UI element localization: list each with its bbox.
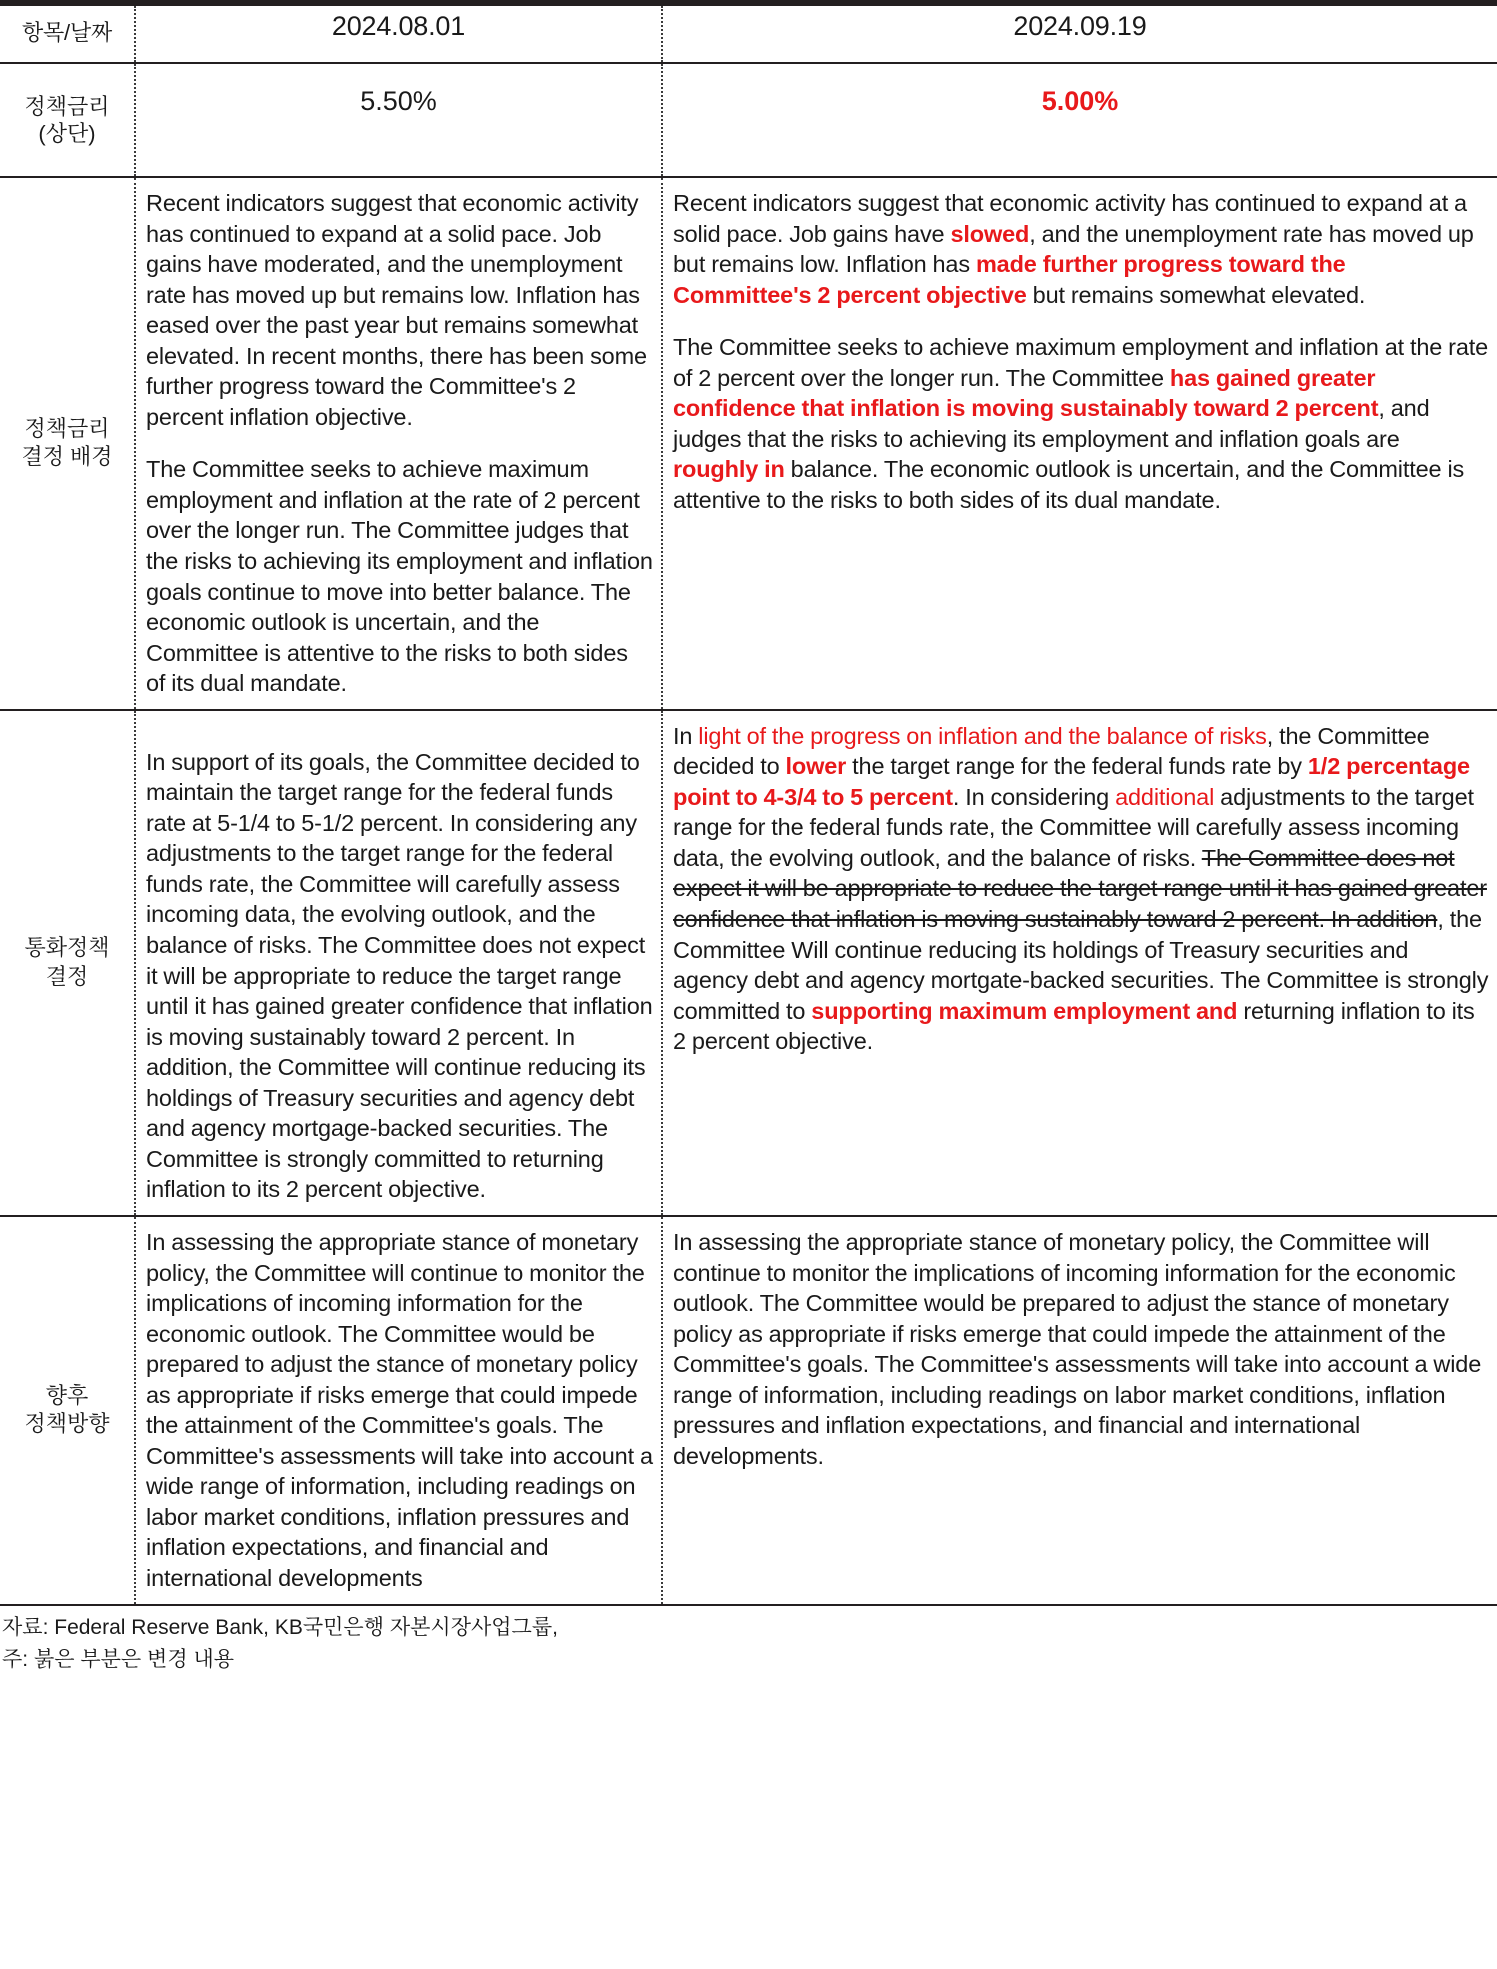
paragraph xyxy=(673,332,1489,515)
paragraph: In assessing the appropriate stance of monetary policy, the Committee will continue to monitor the implications of incoming information for the economic outlook. The Committee would be prepared to adjust the stance of monetary policy as appropriate if risks emerge that could impede the attainment of the Committee's goals. The Committee's assessments will take into account a wide range of information, including readings on labor market conditions, inflation pressures and inflation expectations, and financial and international developments. xyxy=(673,1228,1482,1469)
footer xyxy=(0,1606,1497,1677)
header-label-cell: 항목/날짜 xyxy=(0,6,135,63)
changed-text: roughly in xyxy=(673,456,785,483)
text-segment: Recent indicators suggest that economic activity has continued to expand at a solid pace. Job gains have xyxy=(673,190,1467,247)
row-label-line1: 정책금리 xyxy=(24,415,110,441)
paragraph: In support of its goals, the Committee decided to maintain the target range for the federal funds rate at 5-1/4 to 5-1/2 percent. In considering any adjustments to the target range for the federal funds rate, the Committee will carefully assess incoming data, the evolving outlook, and the balance of risks. The Committee does not expect it will be appropriate to reduce the target range until it has gained greater confidence that inflation is moving sustainably toward 2 percent. In addition, the Committee will continue reducing its holdings of Treasury securities and agency debt and agency mortgage-backed securities. The Committee is strongly committed to returning inflation to its 2 percent objective. xyxy=(146,748,653,1203)
row-label-outlook xyxy=(0,1216,135,1605)
text-segment: adjustments to the target range for the federal funds rate, the Committee will carefully assess incoming data, the evolving outlook, and the balance of risks. xyxy=(673,783,1474,871)
text-segment: , and judges that the risks to achieving its employment and inflation goals are xyxy=(673,395,1430,452)
changed-text: slowed xyxy=(950,220,1030,247)
comparison-table xyxy=(0,6,1497,1606)
text-segment: , the Committee decided to xyxy=(673,722,1430,780)
row-outlook-new-cell xyxy=(662,1216,1497,1605)
changed-text: lower xyxy=(785,753,847,780)
row-label-decision xyxy=(0,710,135,1216)
row-background-new-cell xyxy=(662,177,1497,710)
policy-rate-new-value: 5.00% xyxy=(1041,86,1119,116)
changed-text: additional xyxy=(1115,783,1215,810)
row-label-line1: 통화정책 xyxy=(24,935,110,961)
paragraph xyxy=(673,188,1489,310)
changed-text: 1/2 percentage point to 4-3/4 to 5 percent xyxy=(673,753,1470,810)
legend-note: 주: 붉은 부분은 변경 내용 xyxy=(2,1648,235,1672)
changed-text: light of the progress on inflation and the balance of risks xyxy=(698,722,1267,749)
table-row xyxy=(0,177,1497,710)
policy-rate-label-cell xyxy=(0,63,135,177)
paragraph: Recent indicators suggest that economic activity has continued to expand at a solid pace. Job gains have moderated, and the unemployment rate has moved up but remains low. Inflation has eased over the past year but remains somewhat elevated. In recent months, there has been some further progress toward the Committee's 2 percent inflation objective. xyxy=(146,190,647,430)
text-segment: . In considering xyxy=(952,783,1116,810)
changed-text: has gained greater confidence that inflation is moving sustainably toward 2 percent xyxy=(673,364,1379,422)
text-segment: The Committee seeks to achieve maximum employment and inflation at the rate of 2 percent over the longer run. The Committee xyxy=(673,334,1489,391)
row-label-line2: 정책방향 xyxy=(24,1411,110,1437)
text-segment: but remains somewhat elevated. xyxy=(1026,281,1366,308)
row-label-line2: 결정 배경 xyxy=(21,444,113,470)
row-outlook-old-cell xyxy=(135,1216,662,1605)
header-date-old-cell: 2024.08.01 xyxy=(135,6,662,63)
row-background-old-cell xyxy=(135,177,662,710)
row-decision-old-cell xyxy=(135,710,662,1216)
paragraph xyxy=(673,721,1489,1057)
row-label-line1: 향후 xyxy=(45,1382,89,1408)
header-date-new-cell: 2024.09.19 xyxy=(662,6,1497,63)
deleted-text: The Committee does not expect it will be appropriate to reduce the target range until it has gained greater confidence that inflation is moving sustainably toward 2 percent. In addition xyxy=(673,844,1487,933)
source-note: 자료: Federal Reserve Bank, KB국민은행 자본시장사업그룹, xyxy=(2,1615,558,1639)
text-segment: , and the unemployment rate has moved up but remains low. Inflation has xyxy=(673,220,1474,278)
text-segment: , the Committee Will continue reducing its holdings of Treasury securities and agency debt and agency mortgate-backed securities. The Committee is strongly committed to xyxy=(673,906,1489,1024)
paragraph: In assessing the appropriate stance of monetary policy, the Committee will continue to monitor the implications of incoming information for the economic outlook. The Committee would be prepared to adjust the stance of monetary policy as appropriate if risks emerge that could impede the attainment of the Committee's goals. The Committee's assessments will take into account a wide range of information, including readings on labor market conditions, inflation pressures and inflation expectations, and financial and international developments xyxy=(146,1228,653,1591)
text-segment: the target range for the federal funds rate by xyxy=(846,753,1308,780)
changed-text: made further progress toward the Committee's 2 percent objective xyxy=(673,251,1346,308)
policy-rate-old-cell: 5.50% xyxy=(135,63,662,177)
text-segment: In xyxy=(673,722,699,749)
paragraph: The Committee seeks to achieve maximum employment and inflation at the rate of 2 percent over the longer run. The Committee judges that the risks to achieving its employment and inflation goals continue to move into better balance. The economic outlook is uncertain, and the Committee is attentive to the risks to both sides of its dual mandate. xyxy=(146,456,653,697)
table-header-row xyxy=(0,6,1497,63)
table-row xyxy=(0,1216,1497,1605)
changed-text: supporting maximum employment and xyxy=(811,997,1238,1024)
text-segment: balance. The economic outlook is uncertain, and the Committee is attentive to the risks to both sides of its dual mandate. xyxy=(673,456,1465,513)
row-label-line2: 결정 xyxy=(45,963,89,989)
text-segment: returning inflation to its 2 percent objective. xyxy=(673,997,1475,1055)
table-row xyxy=(0,710,1497,1216)
policy-rate-row xyxy=(0,63,1497,177)
policy-rate-label-line2: (상단) xyxy=(38,121,96,146)
policy-rate-label-line1: 정책금리 xyxy=(24,93,110,119)
row-label-background xyxy=(0,177,135,710)
row-decision-new-cell xyxy=(662,710,1497,1216)
policy-rate-new-cell xyxy=(662,63,1497,177)
